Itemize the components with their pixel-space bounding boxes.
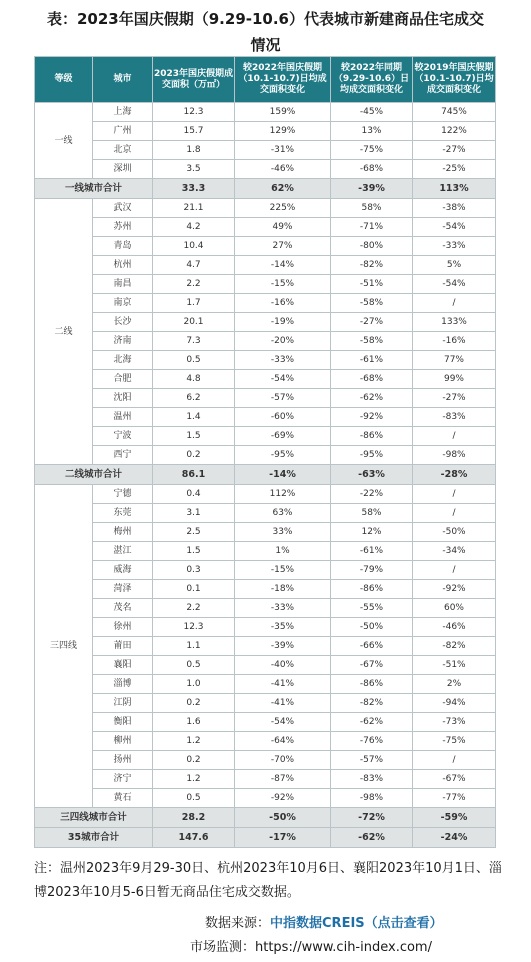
vs2019-cell: -54% (413, 275, 496, 294)
vs2022-cell: -20% (235, 332, 331, 351)
vs2022-same-cell: -79% (331, 561, 413, 580)
vs2022-same-cell: 12% (331, 523, 413, 542)
vs2022-same-cell: -75% (331, 141, 413, 160)
vs2022-same-cell: -82% (331, 256, 413, 275)
vs2022-same-cell: -68% (331, 370, 413, 389)
vs2022-cell: 27% (235, 237, 331, 256)
subtotal-value: -14% (235, 465, 331, 485)
header-vs2019: 较2019年国庆假期（10.1-10.7)日均成交面积变化 (413, 57, 496, 103)
city-cell: 北京 (93, 141, 153, 160)
header-city: 城市 (93, 57, 153, 103)
table-row (35, 141, 496, 160)
vs2019-cell: 745% (413, 103, 496, 122)
table-row (35, 313, 496, 332)
city-cell: 茂名 (93, 599, 153, 618)
vs2019-cell: -46% (413, 618, 496, 637)
vs2022-same-cell: -67% (331, 656, 413, 675)
table-row (35, 580, 496, 599)
vs2022-same-cell: -68% (331, 160, 413, 179)
vs2022-cell: 225% (235, 199, 331, 218)
city-cell: 长沙 (93, 313, 153, 332)
table-row (35, 732, 496, 751)
city-cell: 上海 (93, 103, 153, 122)
vs2019-cell: -51% (413, 656, 496, 675)
area-cell: 12.3 (153, 618, 235, 637)
grade-cell: 二线 (35, 199, 93, 465)
vs2022-cell: -95% (235, 446, 331, 465)
city-cell: 襄阳 (93, 656, 153, 675)
vs2022-same-cell: -76% (331, 732, 413, 751)
area-cell: 15.7 (153, 122, 235, 141)
table-row (35, 713, 496, 732)
title-line-2: 情况 (250, 36, 281, 54)
table-row (35, 389, 496, 408)
vs2022-same-cell: -71% (331, 218, 413, 237)
vs2019-cell: -77% (413, 789, 496, 808)
vs2022-same-cell: -58% (331, 294, 413, 313)
vs2019-cell: -73% (413, 713, 496, 732)
vs2022-same-cell: -66% (331, 637, 413, 656)
vs2022-same-cell: -57% (331, 751, 413, 770)
vs2022-cell: -33% (235, 351, 331, 370)
source-label: 数据来源： (205, 916, 271, 931)
area-cell: 1.5 (153, 427, 235, 446)
vs2022-cell: -35% (235, 618, 331, 637)
vs2022-cell: -41% (235, 694, 331, 713)
subtotal-label: 三四线城市合计 (35, 808, 153, 828)
vs2022-cell: -33% (235, 599, 331, 618)
table-row (35, 275, 496, 294)
vs2022-cell: -54% (235, 370, 331, 389)
vs2022-cell: -15% (235, 561, 331, 580)
table-body (35, 103, 496, 848)
vs2022-same-cell: -83% (331, 770, 413, 789)
table-row (35, 675, 496, 694)
vs2022-same-cell: -55% (331, 599, 413, 618)
table-row (35, 751, 496, 770)
city-cell: 宁波 (93, 427, 153, 446)
area-cell: 2.2 (153, 275, 235, 294)
subtotal-value: 86.1 (153, 465, 235, 485)
table-row (35, 485, 496, 504)
vs2022-cell: 129% (235, 122, 331, 141)
vs2019-cell: -33% (413, 237, 496, 256)
area-cell: 1.8 (153, 141, 235, 160)
vs2022-same-cell: 58% (331, 199, 413, 218)
subtotal-value: -50% (235, 808, 331, 828)
vs2019-cell: -83% (413, 408, 496, 427)
vs2022-same-cell: -22% (331, 485, 413, 504)
data-table (34, 56, 496, 848)
vs2022-cell: 33% (235, 523, 331, 542)
city-cell: 莆田 (93, 637, 153, 656)
subtotal-value: 113% (413, 179, 496, 199)
vs2019-cell: 60% (413, 599, 496, 618)
area-cell: 1.4 (153, 408, 235, 427)
city-cell: 湛江 (93, 542, 153, 561)
area-cell: 1.2 (153, 732, 235, 751)
total-value: 147.6 (153, 828, 235, 848)
area-cell: 2.5 (153, 523, 235, 542)
vs2022-cell: -41% (235, 675, 331, 694)
vs2022-cell: -57% (235, 389, 331, 408)
vs2022-cell: -14% (235, 256, 331, 275)
area-cell: 10.4 (153, 237, 235, 256)
table-row (35, 199, 496, 218)
area-cell: 1.6 (153, 713, 235, 732)
area-cell: 0.2 (153, 446, 235, 465)
city-cell: 北海 (93, 351, 153, 370)
vs2019-cell: / (413, 294, 496, 313)
subtotal-value: 33.3 (153, 179, 235, 199)
vs2022-cell: -40% (235, 656, 331, 675)
vs2019-cell: -16% (413, 332, 496, 351)
vs2022-cell: -46% (235, 160, 331, 179)
city-cell: 苏州 (93, 218, 153, 237)
subtotal-value: 62% (235, 179, 331, 199)
vs2019-cell: -27% (413, 389, 496, 408)
city-cell: 合肥 (93, 370, 153, 389)
city-cell: 沈阳 (93, 389, 153, 408)
table-row (35, 256, 496, 275)
vs2022-cell: -15% (235, 275, 331, 294)
vs2019-cell: 77% (413, 351, 496, 370)
table-row (35, 446, 496, 465)
vs2022-same-cell: -62% (331, 713, 413, 732)
vs2022-same-cell: 58% (331, 504, 413, 523)
area-cell: 2.2 (153, 599, 235, 618)
area-cell: 21.1 (153, 199, 235, 218)
table-row (35, 770, 496, 789)
vs2022-same-cell: -61% (331, 542, 413, 561)
area-cell: 4.7 (153, 256, 235, 275)
area-cell: 0.5 (153, 351, 235, 370)
area-cell: 1.2 (153, 770, 235, 789)
table-row (35, 599, 496, 618)
vs2022-same-cell: -86% (331, 580, 413, 599)
table-row (35, 618, 496, 637)
vs2022-same-cell: -61% (331, 351, 413, 370)
vs2019-cell: -38% (413, 199, 496, 218)
vs2022-cell: 159% (235, 103, 331, 122)
vs2022-cell: -54% (235, 713, 331, 732)
total-value: -17% (235, 828, 331, 848)
header-grade: 等级 (35, 57, 93, 103)
vs2022-cell: -19% (235, 313, 331, 332)
vs2022-same-cell: -51% (331, 275, 413, 294)
vs2022-same-cell: -95% (331, 446, 413, 465)
city-cell: 菏泽 (93, 580, 153, 599)
vs2022-cell: -87% (235, 770, 331, 789)
area-cell: 1.1 (153, 637, 235, 656)
area-cell: 0.3 (153, 561, 235, 580)
subtotal-value: -63% (331, 465, 413, 485)
area-cell: 3.5 (153, 160, 235, 179)
city-cell: 济南 (93, 332, 153, 351)
area-cell: 0.4 (153, 485, 235, 504)
city-cell: 扬州 (93, 751, 153, 770)
city-cell: 济宁 (93, 770, 153, 789)
vs2019-cell: 2% (413, 675, 496, 694)
area-cell: 20.1 (153, 313, 235, 332)
vs2019-cell: -25% (413, 160, 496, 179)
table-row (35, 789, 496, 808)
table-row (35, 103, 496, 122)
vs2022-cell: 49% (235, 218, 331, 237)
vs2022-cell: -70% (235, 751, 331, 770)
vs2022-cell: 63% (235, 504, 331, 523)
vs2019-cell: 5% (413, 256, 496, 275)
city-cell: 南昌 (93, 275, 153, 294)
vs2022-cell: -64% (235, 732, 331, 751)
subtotal-row (35, 465, 496, 485)
vs2022-same-cell: -62% (331, 389, 413, 408)
table-row (35, 656, 496, 675)
subtotal-row (35, 179, 496, 199)
city-cell: 梅州 (93, 523, 153, 542)
city-cell: 武汉 (93, 199, 153, 218)
vs2022-same-cell: -82% (331, 694, 413, 713)
subtotal-value: -72% (331, 808, 413, 828)
footnote: 注：温州2023年9月29-30日、杭州2023年10月6日、襄阳2023年10月1日、淄博2023年10月5-6日暂无商品住宅成交数据。 (34, 861, 502, 900)
header-vs2022: 较2022年国庆假期（10.1-10.7)日均成交面积变化 (235, 57, 331, 103)
vs2022-cell: 112% (235, 485, 331, 504)
vs2019-cell: -27% (413, 141, 496, 160)
subtotal-row (35, 808, 496, 828)
table-row (35, 370, 496, 389)
subtotal-value: -28% (413, 465, 496, 485)
table-row (35, 408, 496, 427)
table-row (35, 427, 496, 446)
subtotal-label: 一线城市合计 (35, 179, 153, 199)
area-cell: 0.2 (153, 751, 235, 770)
vs2022-cell: -69% (235, 427, 331, 446)
vs2019-cell: -94% (413, 694, 496, 713)
vs2022-cell: -16% (235, 294, 331, 313)
city-cell: 柳州 (93, 732, 153, 751)
area-cell: 7.3 (153, 332, 235, 351)
table-row (35, 523, 496, 542)
vs2019-cell: -50% (413, 523, 496, 542)
table-row (35, 160, 496, 179)
header-area: 2023年国庆假期成交面积（万㎡） (153, 57, 235, 103)
header-vs2022-same: 较2022年同期（9.29-10.6）日均成交面积变化 (331, 57, 413, 103)
city-cell: 淄博 (93, 675, 153, 694)
page-title (0, 6, 531, 58)
vs2022-same-cell: -98% (331, 789, 413, 808)
data-source (205, 914, 505, 934)
vs2019-cell: -54% (413, 218, 496, 237)
table-row (35, 637, 496, 656)
total-value: -62% (331, 828, 413, 848)
vs2022-cell: -31% (235, 141, 331, 160)
vs2019-cell: / (413, 485, 496, 504)
vs2019-cell: -67% (413, 770, 496, 789)
vs2019-cell: -34% (413, 542, 496, 561)
vs2022-same-cell: -92% (331, 408, 413, 427)
title-line-1: 表：2023年国庆假期（9.29-10.6）代表城市新建商品住宅成交 (47, 10, 484, 28)
vs2022-same-cell: 13% (331, 122, 413, 141)
grade-cell: 三四线 (35, 485, 93, 808)
vs2022-same-cell: -80% (331, 237, 413, 256)
area-cell: 1.5 (153, 542, 235, 561)
area-cell: 1.7 (153, 294, 235, 313)
city-cell: 宁德 (93, 485, 153, 504)
vs2019-cell: / (413, 504, 496, 523)
total-label: 35城市合计 (35, 828, 153, 848)
vs2019-cell: -75% (413, 732, 496, 751)
vs2019-cell: 122% (413, 122, 496, 141)
vs2022-same-cell: -58% (331, 332, 413, 351)
city-cell: 江阴 (93, 694, 153, 713)
market-monitor[interactable]: 市场监测：https://www.cih-index.com/ (190, 940, 432, 955)
vs2022-cell: -60% (235, 408, 331, 427)
vs2022-cell: -92% (235, 789, 331, 808)
area-cell: 12.3 (153, 103, 235, 122)
area-cell: 0.2 (153, 694, 235, 713)
city-cell: 深圳 (93, 160, 153, 179)
city-cell: 广州 (93, 122, 153, 141)
area-cell: 0.1 (153, 580, 235, 599)
source-link[interactable]: 中指数据CREIS（点击查看） (270, 916, 443, 931)
vs2019-cell: -82% (413, 637, 496, 656)
city-cell: 衡阳 (93, 713, 153, 732)
area-cell: 3.1 (153, 504, 235, 523)
table-row (35, 351, 496, 370)
area-cell: 0.5 (153, 789, 235, 808)
vs2019-cell: 133% (413, 313, 496, 332)
table-row (35, 218, 496, 237)
area-cell: 1.0 (153, 675, 235, 694)
table-row (35, 122, 496, 141)
table-row (35, 542, 496, 561)
table-row (35, 561, 496, 580)
city-cell: 徐州 (93, 618, 153, 637)
area-cell: 0.5 (153, 656, 235, 675)
vs2022-same-cell: -50% (331, 618, 413, 637)
city-cell: 威海 (93, 561, 153, 580)
grade-cell: 一线 (35, 103, 93, 179)
vs2022-same-cell: -27% (331, 313, 413, 332)
subtotal-value: 28.2 (153, 808, 235, 828)
subtotal-value: -39% (331, 179, 413, 199)
area-cell: 4.2 (153, 218, 235, 237)
vs2019-cell: / (413, 427, 496, 446)
city-cell: 黄石 (93, 789, 153, 808)
table-row (35, 332, 496, 351)
data-table-wrapper (34, 56, 495, 848)
table-row (35, 294, 496, 313)
city-cell: 西宁 (93, 446, 153, 465)
subtotal-value: -59% (413, 808, 496, 828)
city-cell: 南京 (93, 294, 153, 313)
subtotal-label: 二线城市合计 (35, 465, 153, 485)
table-row (35, 237, 496, 256)
header-row (35, 57, 496, 103)
vs2019-cell: -98% (413, 446, 496, 465)
vs2022-same-cell: -86% (331, 427, 413, 446)
vs2022-same-cell: -45% (331, 103, 413, 122)
vs2022-cell: 1% (235, 542, 331, 561)
area-cell: 6.2 (153, 389, 235, 408)
city-cell: 东莞 (93, 504, 153, 523)
city-cell: 青岛 (93, 237, 153, 256)
table-row (35, 504, 496, 523)
vs2019-cell: -92% (413, 580, 496, 599)
vs2019-cell: / (413, 561, 496, 580)
vs2019-cell: / (413, 751, 496, 770)
area-cell: 4.8 (153, 370, 235, 389)
city-cell: 温州 (93, 408, 153, 427)
total-row (35, 828, 496, 848)
total-value: -24% (413, 828, 496, 848)
city-cell: 杭州 (93, 256, 153, 275)
vs2022-same-cell: -86% (331, 675, 413, 694)
vs2022-cell: -39% (235, 637, 331, 656)
vs2019-cell: 99% (413, 370, 496, 389)
table-row (35, 694, 496, 713)
vs2022-cell: -18% (235, 580, 331, 599)
